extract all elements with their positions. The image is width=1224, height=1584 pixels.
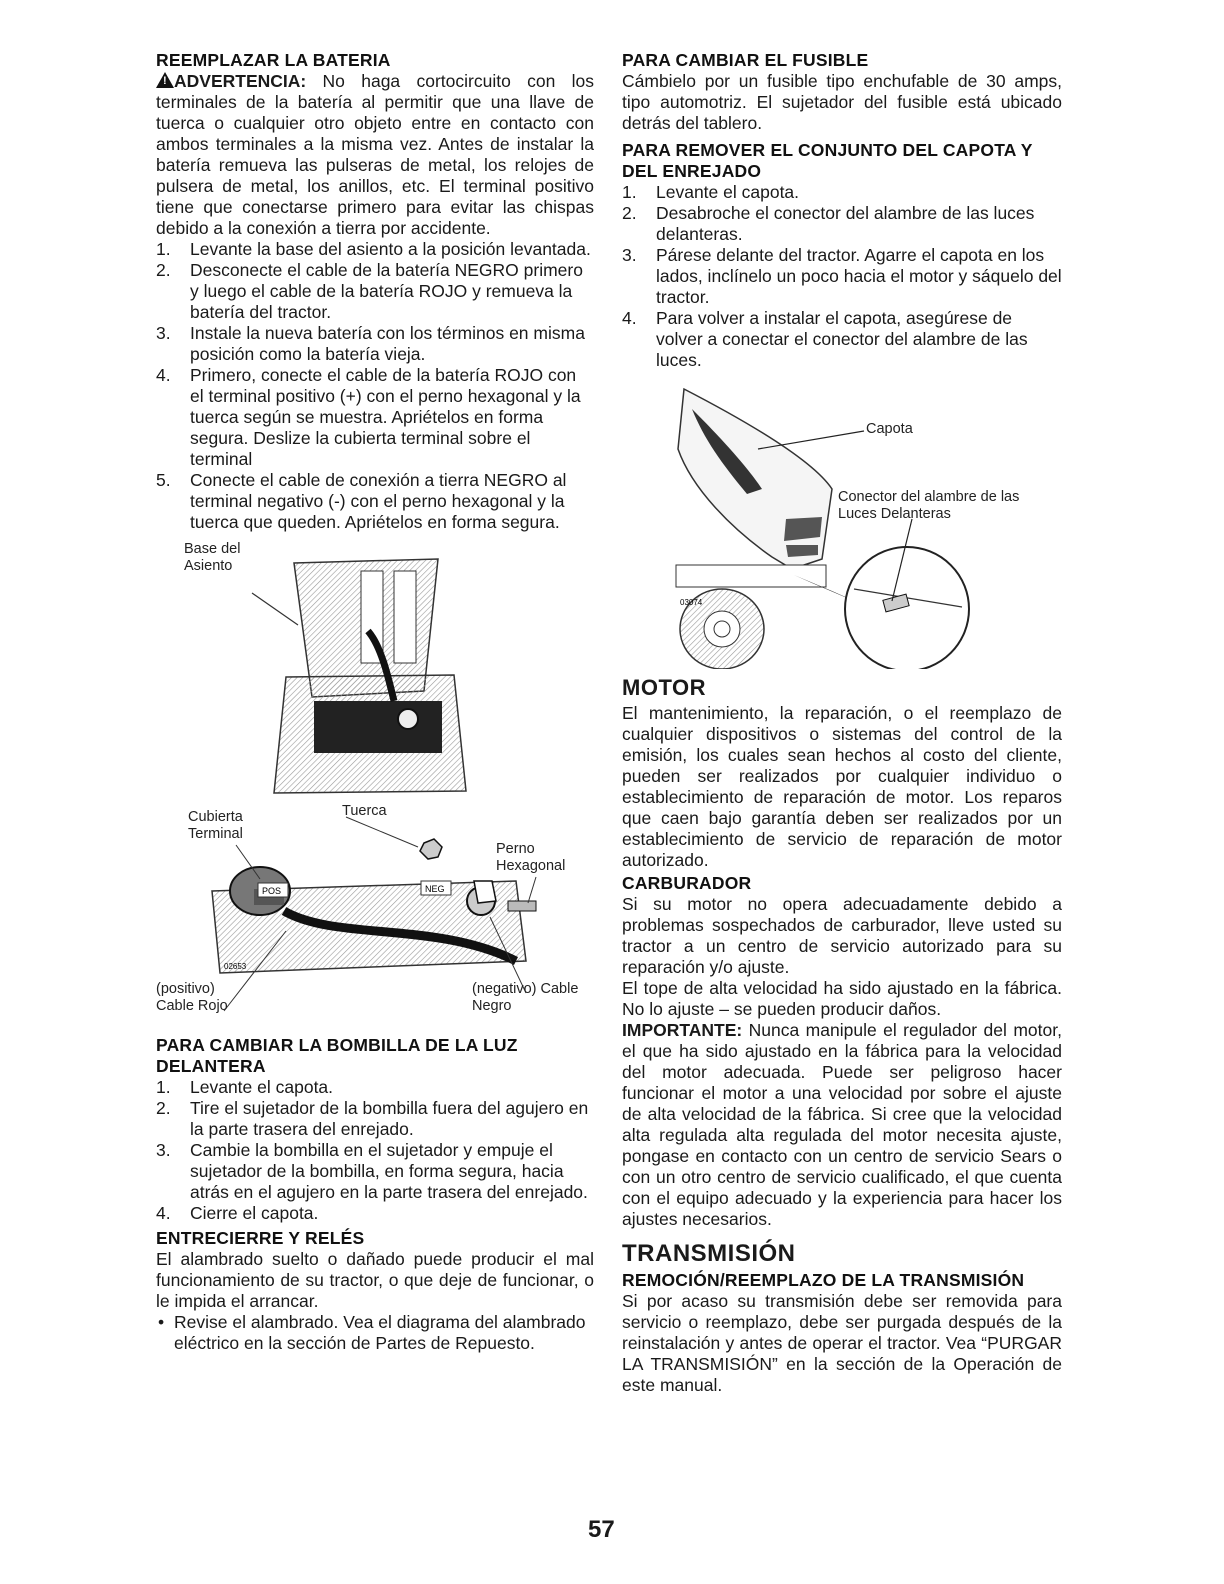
step-text: Para volver a instalar el capota, asegúrese de volver a conectar el conector del alambre de las luces.: [656, 308, 1028, 370]
wiring-text: El alambrado suelto o dañado puede producir el mal funcionamiento de su tractor, o que deje de funcionar, o le impida el arrancar.: [156, 1249, 594, 1311]
list-item: [622, 182, 1062, 203]
hood-figure: [622, 379, 1062, 669]
step-number: 1.: [156, 239, 171, 259]
wiring-heading: ENTRECIERRE Y RELÉS: [156, 1228, 365, 1248]
step-number: 2.: [156, 1098, 171, 1118]
wiring-bullets: [156, 1312, 594, 1354]
carb-text-1: Si su motor no opera adecuadamente debido a problemas sospechados de carburador, lleve usted su tractor a un centro de servicio autorizado para su reparación y/o ajuste.: [622, 894, 1062, 977]
list-item: [156, 323, 594, 365]
hood-heading: PARA REMOVER EL CONJUNTO DEL CAPOTA Y DEL ENREJADO: [622, 140, 1033, 181]
warning-label: ADVERTENCIA:: [174, 71, 307, 91]
list-item: [156, 365, 594, 470]
step-number: 3.: [622, 245, 637, 265]
step-text: Levante la base del asiento a la posición levantada.: [190, 239, 591, 259]
carb-important: [622, 1020, 1062, 1230]
label-cable-rojo: (positivo) Cable Rojo: [156, 981, 228, 1014]
list-item: [156, 1140, 594, 1203]
list-item: [622, 245, 1062, 308]
step-number: 1.: [622, 182, 637, 202]
pos-label: POS: [262, 886, 282, 896]
transmission-subheading: REMOCIÓN/REEMPLAZO DE LA TRANSMISIÓN: [622, 1270, 1025, 1290]
step-number: 4.: [156, 365, 171, 385]
step-number: 4.: [622, 308, 637, 328]
step-text: Levante el capota.: [190, 1077, 334, 1097]
transmission-heading: TRANSMISIÓN: [622, 1240, 796, 1267]
step-number: 2.: [622, 203, 637, 223]
battery-figure: [156, 541, 594, 1019]
step-text: Conecte el cable de conexión a tierra NEGRO al terminal negativo (-) con el perno hexagonal y la tuerca que queden. Apriételos en forma segura.: [190, 470, 567, 532]
step-text: Desabroche el conector del alambre de las luces delanteras.: [656, 203, 1035, 244]
list-item: [156, 470, 594, 533]
label-cable-negro: (negativo) Cable Negro: [472, 981, 579, 1014]
step-text: Instale la nueva batería con los términos en misma posición como la batería vieja.: [190, 323, 585, 364]
fuse-heading: PARA CAMBIAR EL FUSIBLE: [622, 50, 869, 70]
fig-code: 03074: [680, 598, 703, 607]
battery-heading: REEMPLAZAR LA BATERIA: [156, 50, 391, 70]
battery-illustration: [156, 541, 594, 1019]
hood-steps: [622, 182, 1062, 371]
important-label: IMPORTANTE:: [622, 1020, 743, 1040]
fig-code: 02653: [224, 962, 247, 971]
bullet-icon: •: [158, 1312, 165, 1332]
warning-text: No haga cortocircuito con los terminales de la batería al permitir que una llave de tuerca o cualquier otro objeto entre en contacto con ambos terminales a la misma vez. Antes de instalar la batería remueva las pulseras de metal, los relojes de pulsera de metal, los anillos, etc. El terminal positivo tiene que conectarse primero para evitar las chispas debido a la conexión a tierra por accidente.: [156, 71, 594, 238]
step-text: Tire el sujetador de la bombilla fuera del agujero en la parte trasera del enrejado.: [190, 1098, 589, 1139]
step-number: 1.: [156, 1077, 171, 1097]
battery-steps: [156, 239, 594, 533]
carb-text-2: El tope de alta velocidad ha sido ajustado en la fábrica. No lo ajuste – se pueden producir daños.: [622, 978, 1062, 1019]
neg-label: NEG: [425, 884, 445, 894]
label-tuerca: Tuerca: [342, 803, 387, 819]
label-capota: Capota: [866, 421, 913, 437]
list-item: [156, 1077, 594, 1098]
step-number: 3.: [156, 323, 171, 343]
motor-text: El mantenimiento, la reparación, o el reemplazo de cualquier dispositivos o sistemas del control de la emisión, los cuales sean hechos al costo del cliente, pueden ser realizados por cualquier individuo o establecimiento de reparación de motor. Los reparos que caen bajo garantía deben ser realizados por un establecimiento de servicio de reparación de motor autorizado.: [622, 703, 1062, 870]
step-number: 5.: [156, 470, 171, 490]
important-text: Nunca manipule el regulador del motor, el que ha sido ajustado en la fábrica para la velocidad del motor adecuada. Puede ser peligroso hacer funcionar el motor a una velocidad por sobre el ajuste de alta velocidad de la fábrica. Si cree que la velocidad alta regulada alta regulada del motor necesita ajuste, pongase en contacto con un centro de servicio Sears o con un otro centro de servicio cualificado, el que cuenta con el equipo adecuado y la experiencia para hacer los ajustes necesarios.: [622, 1020, 1062, 1229]
warning-icon: !: [156, 72, 174, 88]
label-base-asiento: Base del Asiento: [184, 541, 241, 574]
step-text: Primero, conecte el cable de la batería ROJO con el terminal positivo (+) con el perno hexagonal y la tuerca según se muestra. Apriételos en forma segura. Deslize la cubierta terminal sobre el terminal: [190, 365, 581, 469]
list-item: [156, 1203, 594, 1224]
step-text: Levante el capota.: [656, 182, 800, 202]
list-item: [156, 260, 594, 323]
transmission-text: Si por acaso su transmisión debe ser removida para servicio o reemplazo, debe ser purgada después de la reinstalación y antes de operar el tractor. Vea “PURGAR LA TRANSMISIÓN” en la sección de la Operación de este manual.: [622, 1291, 1062, 1395]
label-perno-hexagonal: Perno Hexagonal: [496, 841, 566, 874]
bulb-heading: PARA CAMBIAR LA BOMBILLA DE LA LUZ DELANTERA: [156, 1035, 518, 1076]
list-item: [156, 239, 594, 260]
right-column: [622, 50, 1062, 1396]
left-column: [156, 50, 594, 1354]
list-item: [156, 1098, 594, 1140]
page-number: 57: [588, 1516, 615, 1543]
hood-illustration: [622, 379, 1062, 669]
battery-warning: [156, 71, 594, 239]
label-conector: Conector del alambre de las Luces Delanteras: [838, 489, 1020, 522]
list-item: [156, 1312, 594, 1354]
list-item: [622, 203, 1062, 245]
step-number: 3.: [156, 1140, 171, 1160]
step-text: Párese delante del tractor. Agarre el capota en los lados, inclínelo un poco hacia el motor y sáquelo del tractor.: [656, 245, 1062, 307]
motor-heading: MOTOR: [622, 675, 706, 700]
fuse-text: Cámbielo por un fusible tipo enchufable de 30 amps, tipo automotriz. El sujetador del fusible está ubicado detrás del tablero.: [622, 71, 1062, 133]
step-text: Cambie la bombilla en el sujetador y empuje el sujetador de la bombilla, en forma segura, hacia atrás en el agujero en la parte trasera del enrejado.: [190, 1140, 588, 1202]
step-text: Desconecte el cable de la batería NEGRO primero y luego el cable de la batería ROJO y remueva la batería del tractor.: [190, 260, 583, 322]
list-item: [622, 308, 1062, 371]
label-cubierta-terminal: Cubierta Terminal: [188, 809, 243, 842]
step-number: 4.: [156, 1203, 171, 1223]
carb-heading: CARBURADOR: [622, 873, 752, 893]
bullet-text: Revise el alambrado. Vea el diagrama del alambrado eléctrico en la sección de Partes de Repuesto.: [174, 1312, 586, 1353]
step-number: 2.: [156, 260, 171, 280]
step-text: Cierre el capota.: [190, 1203, 319, 1223]
bulb-steps: [156, 1077, 594, 1224]
